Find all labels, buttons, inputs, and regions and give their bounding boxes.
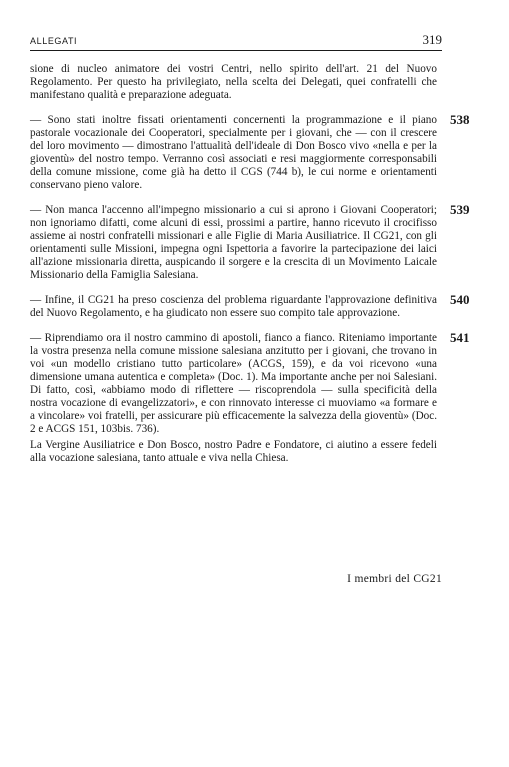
paragraph-538 [30, 112, 470, 192]
paragraph-text: — Infine, il CG21 ha preso coscienza del problema riguardante l'approvazione definitiva del Nuovo Regolamento, e ha giudicato non essere suo compito tale approvazione. [30, 294, 437, 319]
paragraph-540 [30, 292, 470, 320]
paragraph-number: 539 [450, 202, 470, 217]
paragraph-541 [30, 330, 470, 436]
paragraph-539 [30, 202, 470, 282]
running-header [30, 32, 442, 51]
paragraph-number: 540 [450, 292, 470, 307]
paragraph-closing [30, 439, 437, 465]
paragraph-text: sione di nucleo animatore dei vostri Centri, nello spirito dell'art. 21 del Nuovo Regolamento. Per questo ha privilegiato, nella scelta dei Delegati, quei confratelli che manifestano qualità e preparazione adeguata. [30, 63, 437, 101]
paragraph-text: — Non manca l'accenno all'impegno missionario a cui si aprono i Giovani Cooperatori; non ignoriamo difatti, come alcuni di essi, prossimi a partire, hanno ricevuto il crocifisso assieme ai nostri confratelli missionari e alle Figlie di Maria Ausiliatrice. Il CG21, con gli orientamenti sulle Missioni, impegna ogni Ispettoria a favorire la partecipazione dei laici all'azione missionaria diretta, auspicando il sorgere e la crescita di un Movimento Laicale Missionario della Famiglia Salesiana. [30, 204, 437, 281]
paragraph-text: — Riprendiamo ora il nostro cammino di apostoli, fianco a fianco. Riteniamo importante la vostra presenza nella comune missione salesiana anzitutto per i giovani, che trovano in voi «un modello cristiano tutto particolare» (ACGS, 159), e da voi ricevono «una dimensione umana autentica e completa» (Doc. 1). Ma importante anche per noi Salesiani. Di fatto, così, «abbiamo modo di riflettere — riscoprendola — sulla specificità della nostra vocazione di evangelizzatori», e con rinnovato interesse ci muoviamo «a formare e a vincolare» voi fratelli, per assicurare più efficacemente la salvezza della gioventù» (Doc. 2 e ACGS 151, 103bis. 736). [30, 332, 437, 435]
page-number: 319 [422, 32, 442, 47]
paragraph-continuation [30, 63, 437, 102]
paragraph-text: La Vergine Ausiliatrice e Don Bosco, nostro Padre e Fondatore, ci aiutino a essere fedeli alla vocazione salesiana, tanto attuale e viva nella Chiesa. [30, 439, 437, 464]
paragraph-number: 538 [450, 112, 470, 127]
section-title: ALLEGATI [30, 36, 78, 46]
paragraph-text: — Sono stati inoltre fissati orientamenti concernenti la programmazione e il piano pastorale vocazionale dei Cooperatori, specialmente per i giovani, che — con il crescere del loro movimento — dimostrano l'attualità dell'ideale di Don Bosco vivo «nella e per la gioventù» del nostro tempo. Verranno così associati e resi maggiormente corresponsabili della comune missione, come già ha detto il CGS (744 b), le cui norme e orientamenti conservano pieno valore. [30, 114, 437, 191]
signature: I membri del CG21 [347, 573, 442, 585]
paragraph-number: 541 [450, 330, 470, 345]
body-text [30, 63, 470, 477]
